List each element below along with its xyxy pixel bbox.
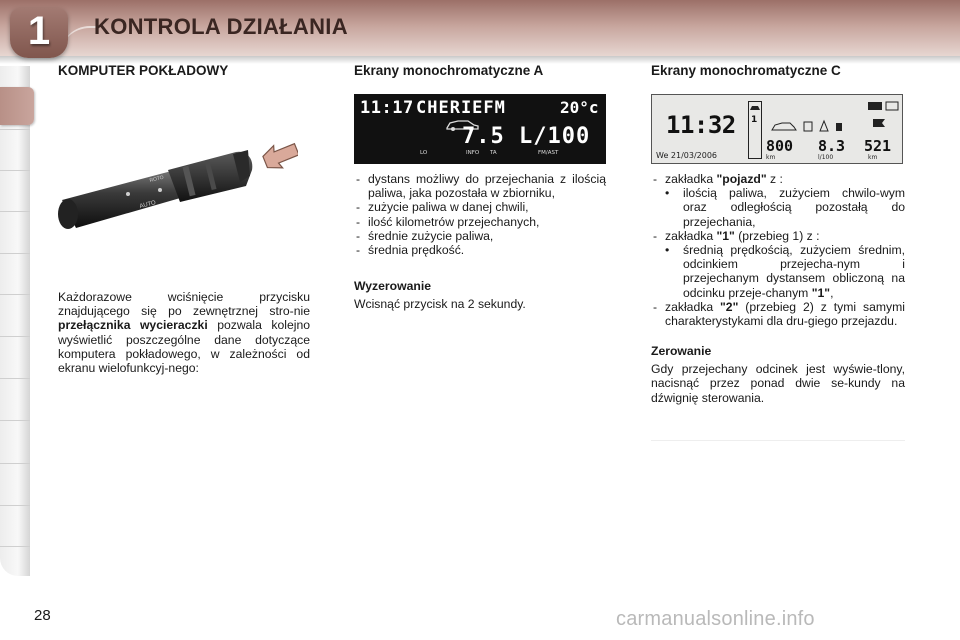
display-c-unit: km <box>868 154 878 161</box>
display-a-time: 11:17 <box>360 98 414 118</box>
display-c-items <box>651 172 905 186</box>
car-tab-icon <box>749 103 761 113</box>
display-c-items <box>651 229 905 243</box>
display-c-unit: l/100 <box>818 154 834 161</box>
stalk-dot-icon <box>158 188 162 192</box>
column-divider <box>651 440 905 441</box>
column-1-paragraph <box>58 290 310 375</box>
flag-icon <box>870 117 888 133</box>
reset-title: Wyzerowanie <box>354 279 431 294</box>
list-item: - zużycie paliwa w danej chwili, <box>354 200 606 214</box>
side-tab-divider <box>0 546 30 547</box>
side-tab-divider <box>0 129 30 130</box>
item-text: średnią prędkością, zużyciem średnim, odcinkiem przejecha-nym i przejechanym dystansem obliczoną na odcinku przeje-chanym <box>683 243 905 300</box>
item-text: zakładka <box>665 172 717 186</box>
side-tab-divider <box>0 211 30 212</box>
chapter-number: 1 <box>27 9 51 53</box>
section-heading: Ekrany monochromatyczne C <box>651 63 841 78</box>
side-tab-divider <box>0 294 30 295</box>
side-tab-divider <box>0 336 30 337</box>
column-1-text <box>58 290 310 375</box>
item-bold: "1" <box>716 228 735 243</box>
paragraph-text: Każdorazowe wciśnięcie przycisku znajdującego się po zewnętrznej stro-nie <box>58 290 310 319</box>
section-heading: KOMPUTER POKŁADOWY <box>58 63 229 78</box>
bullet-item <box>651 243 905 300</box>
item-text: (przebieg 2) z tymi samymi charakterystykami dla dru-giego przejazdu. <box>665 299 905 329</box>
display-c-value: 800 <box>766 137 794 155</box>
display-a-menu-item: FM/AST <box>538 150 559 156</box>
column-3-text <box>651 172 905 405</box>
side-tab-divider <box>0 463 30 464</box>
item-text: , <box>830 285 834 300</box>
page-number: 28 <box>34 607 51 624</box>
section-heading: Ekrany monochromatyczne A <box>354 63 544 78</box>
display-c-tab-number: 1 <box>751 115 758 125</box>
column-2-text <box>354 172 606 311</box>
paragraph-bold: przełącznika wycieraczki <box>58 318 208 333</box>
display-a-station: CHERIEFM <box>416 98 506 118</box>
item-text: zakładka <box>665 228 717 243</box>
list-item: - ilość kilometrów przejechanych, <box>354 215 606 229</box>
list-item <box>651 300 905 328</box>
display-c-unit: km <box>766 154 776 161</box>
display-c-status-icons <box>770 119 858 133</box>
list-item <box>651 229 905 243</box>
display-a-consumption: 7.5 L/100 <box>462 124 591 149</box>
display-a <box>354 94 606 164</box>
side-tab-divider <box>0 505 30 506</box>
bullet-list <box>651 186 905 229</box>
item-bold: "pojazd" <box>716 172 767 186</box>
display-a-temperature: 20°c <box>560 98 599 117</box>
item-text: zakładka <box>665 299 721 314</box>
bullet-list <box>651 243 905 300</box>
paragraph-text: pozwala kolejno wyświetlić poszczególne dane dotyczące komputera pokładowego, w zależności od ekranu wielofunkcyj-nego: <box>58 318 310 376</box>
column-3 <box>651 62 905 80</box>
item-bold: "1" <box>811 285 831 300</box>
column-2 <box>354 62 606 80</box>
item-text: z : <box>766 172 783 186</box>
list-item <box>651 172 905 186</box>
display-c-time: 11:32 <box>666 111 736 139</box>
bullet-item: • ilością paliwa, zużyciem chwilo-wym oraz odległością pozostałą do przejechania, <box>651 186 905 229</box>
reset-text: Gdy przejechany odcinek jest wyświe-tlony, nacisnąć przez ponad dwie se-kundy na dźwignię sterowania. <box>651 362 905 405</box>
stalk-dot-icon <box>126 192 130 196</box>
stalk-label-auto: AUTO <box>139 200 157 210</box>
display-c-items <box>651 300 905 328</box>
watermark: carmanualsonline.info <box>616 608 815 630</box>
display-c-value: 8.3 <box>818 137 846 155</box>
side-tab-divider <box>0 253 30 254</box>
stalk-body <box>58 150 252 229</box>
list-item: - średnie zużycie paliwa, <box>354 229 606 243</box>
side-tab-divider <box>0 378 30 379</box>
display-a-menu-item: LO <box>420 150 428 156</box>
radio-icon <box>866 99 900 113</box>
display-c <box>651 94 903 164</box>
side-tab-divider <box>0 170 30 171</box>
display-a-menu-item: TA <box>490 150 497 156</box>
display-a-items <box>354 172 606 257</box>
side-tab-divider <box>0 420 30 421</box>
arrow-pointer-icon <box>261 138 298 173</box>
side-tab-strip <box>0 66 30 576</box>
list-item: - dystans możliwy do przejechania z ilością paliwa, jaka pozostała w zbiorniku, <box>354 172 606 200</box>
item-text: (przebieg 1) z : <box>734 228 820 243</box>
stalk-label-roto: ROTO <box>149 174 165 184</box>
display-c-date: We 21/03/2006 <box>656 151 718 160</box>
item-bold: "2" <box>720 299 739 314</box>
side-tab-active[interactable] <box>0 87 34 125</box>
display-a-menu-item: INFO <box>466 150 480 156</box>
reset-title: Zerowanie <box>651 344 712 359</box>
column-1 <box>58 62 310 80</box>
page-title: KONTROLA DZIAŁANIA <box>94 14 348 39</box>
list-item: - średnia prędkość. <box>354 243 606 257</box>
reset-text: Wcisnąć przycisk na 2 sekundy. <box>354 297 526 312</box>
wiper-stalk-illustration <box>58 136 298 236</box>
display-c-value: 521 <box>864 137 892 155</box>
